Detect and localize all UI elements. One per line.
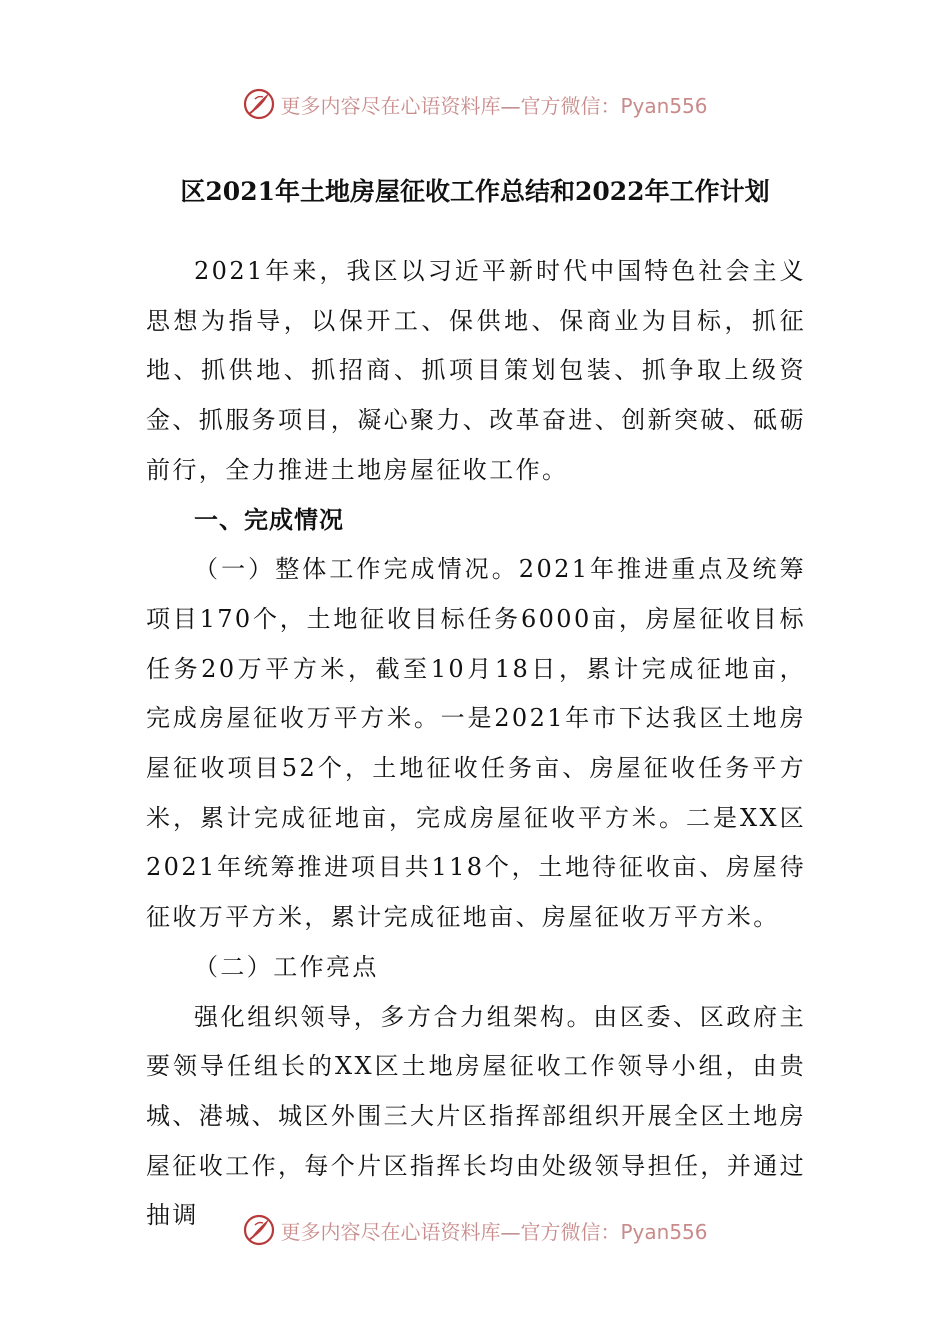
banner-wechat-label: 官方微信： <box>520 93 621 118</box>
banner-text <box>280 1216 707 1245</box>
banner-wechat-id: Pyan556 <box>620 93 708 118</box>
document-title: 区2021年土地房屋征收工作总结和2022年工作计划 <box>180 177 770 206</box>
banner-wechat-id: Pyan556 <box>620 1219 708 1244</box>
document-body <box>146 247 806 1241</box>
highlights-paragraph: 强化组织领导，多方合力组架构。由区委、区政府主要领导任组长的XX区土地房屋征收工作领导小组，由贵城、港城、城区外围三大片区指挥部组织开展全区土地房屋征收工作，每个片区指挥长均由处级领导担任，并通过抽调 <box>146 1002 806 1230</box>
quill-pen-logo-icon <box>242 1213 276 1247</box>
header-watermark-banner <box>0 84 950 124</box>
banner-wechat-label: 官方微信： <box>520 1219 621 1244</box>
banner-separator: — <box>500 93 521 118</box>
intro-paragraph: 2021年来，我区以习近平新时代中国特色社会主义思想为指导，以保开工、保供地、保商业为目标，抓征地、抓供地、抓招商、抓项目策划包装、抓争取上级资金、抓服务项目，凝心聚力、改革奋进、创新突破、砥砺前行，全力推进土地房屋征收工作。 <box>146 257 806 484</box>
banner-site-name: 更多内容尽在心语资料库 <box>280 1219 501 1244</box>
banner-text <box>280 90 707 119</box>
footer-watermark-banner <box>0 1210 950 1250</box>
quill-pen-logo-icon <box>242 87 276 121</box>
banner-separator: — <box>500 1219 521 1244</box>
section-heading-completion: 一、完成情况 <box>194 505 344 534</box>
banner-site-name: 更多内容尽在心语资料库 <box>280 93 501 118</box>
overall-completion-paragraph: （一）整体工作完成情况。2021年推进重点及统筹项目170个，土地征收目标任务6000亩，房屋征收目标任务20万平方米，截至10月18日，累计完成征地亩，完成房屋征收万平方米。一是2021年市下达我区土地房屋征收项目52个，土地征收任务亩、房屋征收任务平方米，累计完成征地亩，完成房屋征收平方米。二是XX区2021年统筹推进项目共118个，土地待征收亩、房屋待征收万平方米，累计完成征地亩、房屋征收万平方米。 <box>146 555 806 932</box>
subheading-highlights: （二）工作亮点 <box>194 952 379 981</box>
